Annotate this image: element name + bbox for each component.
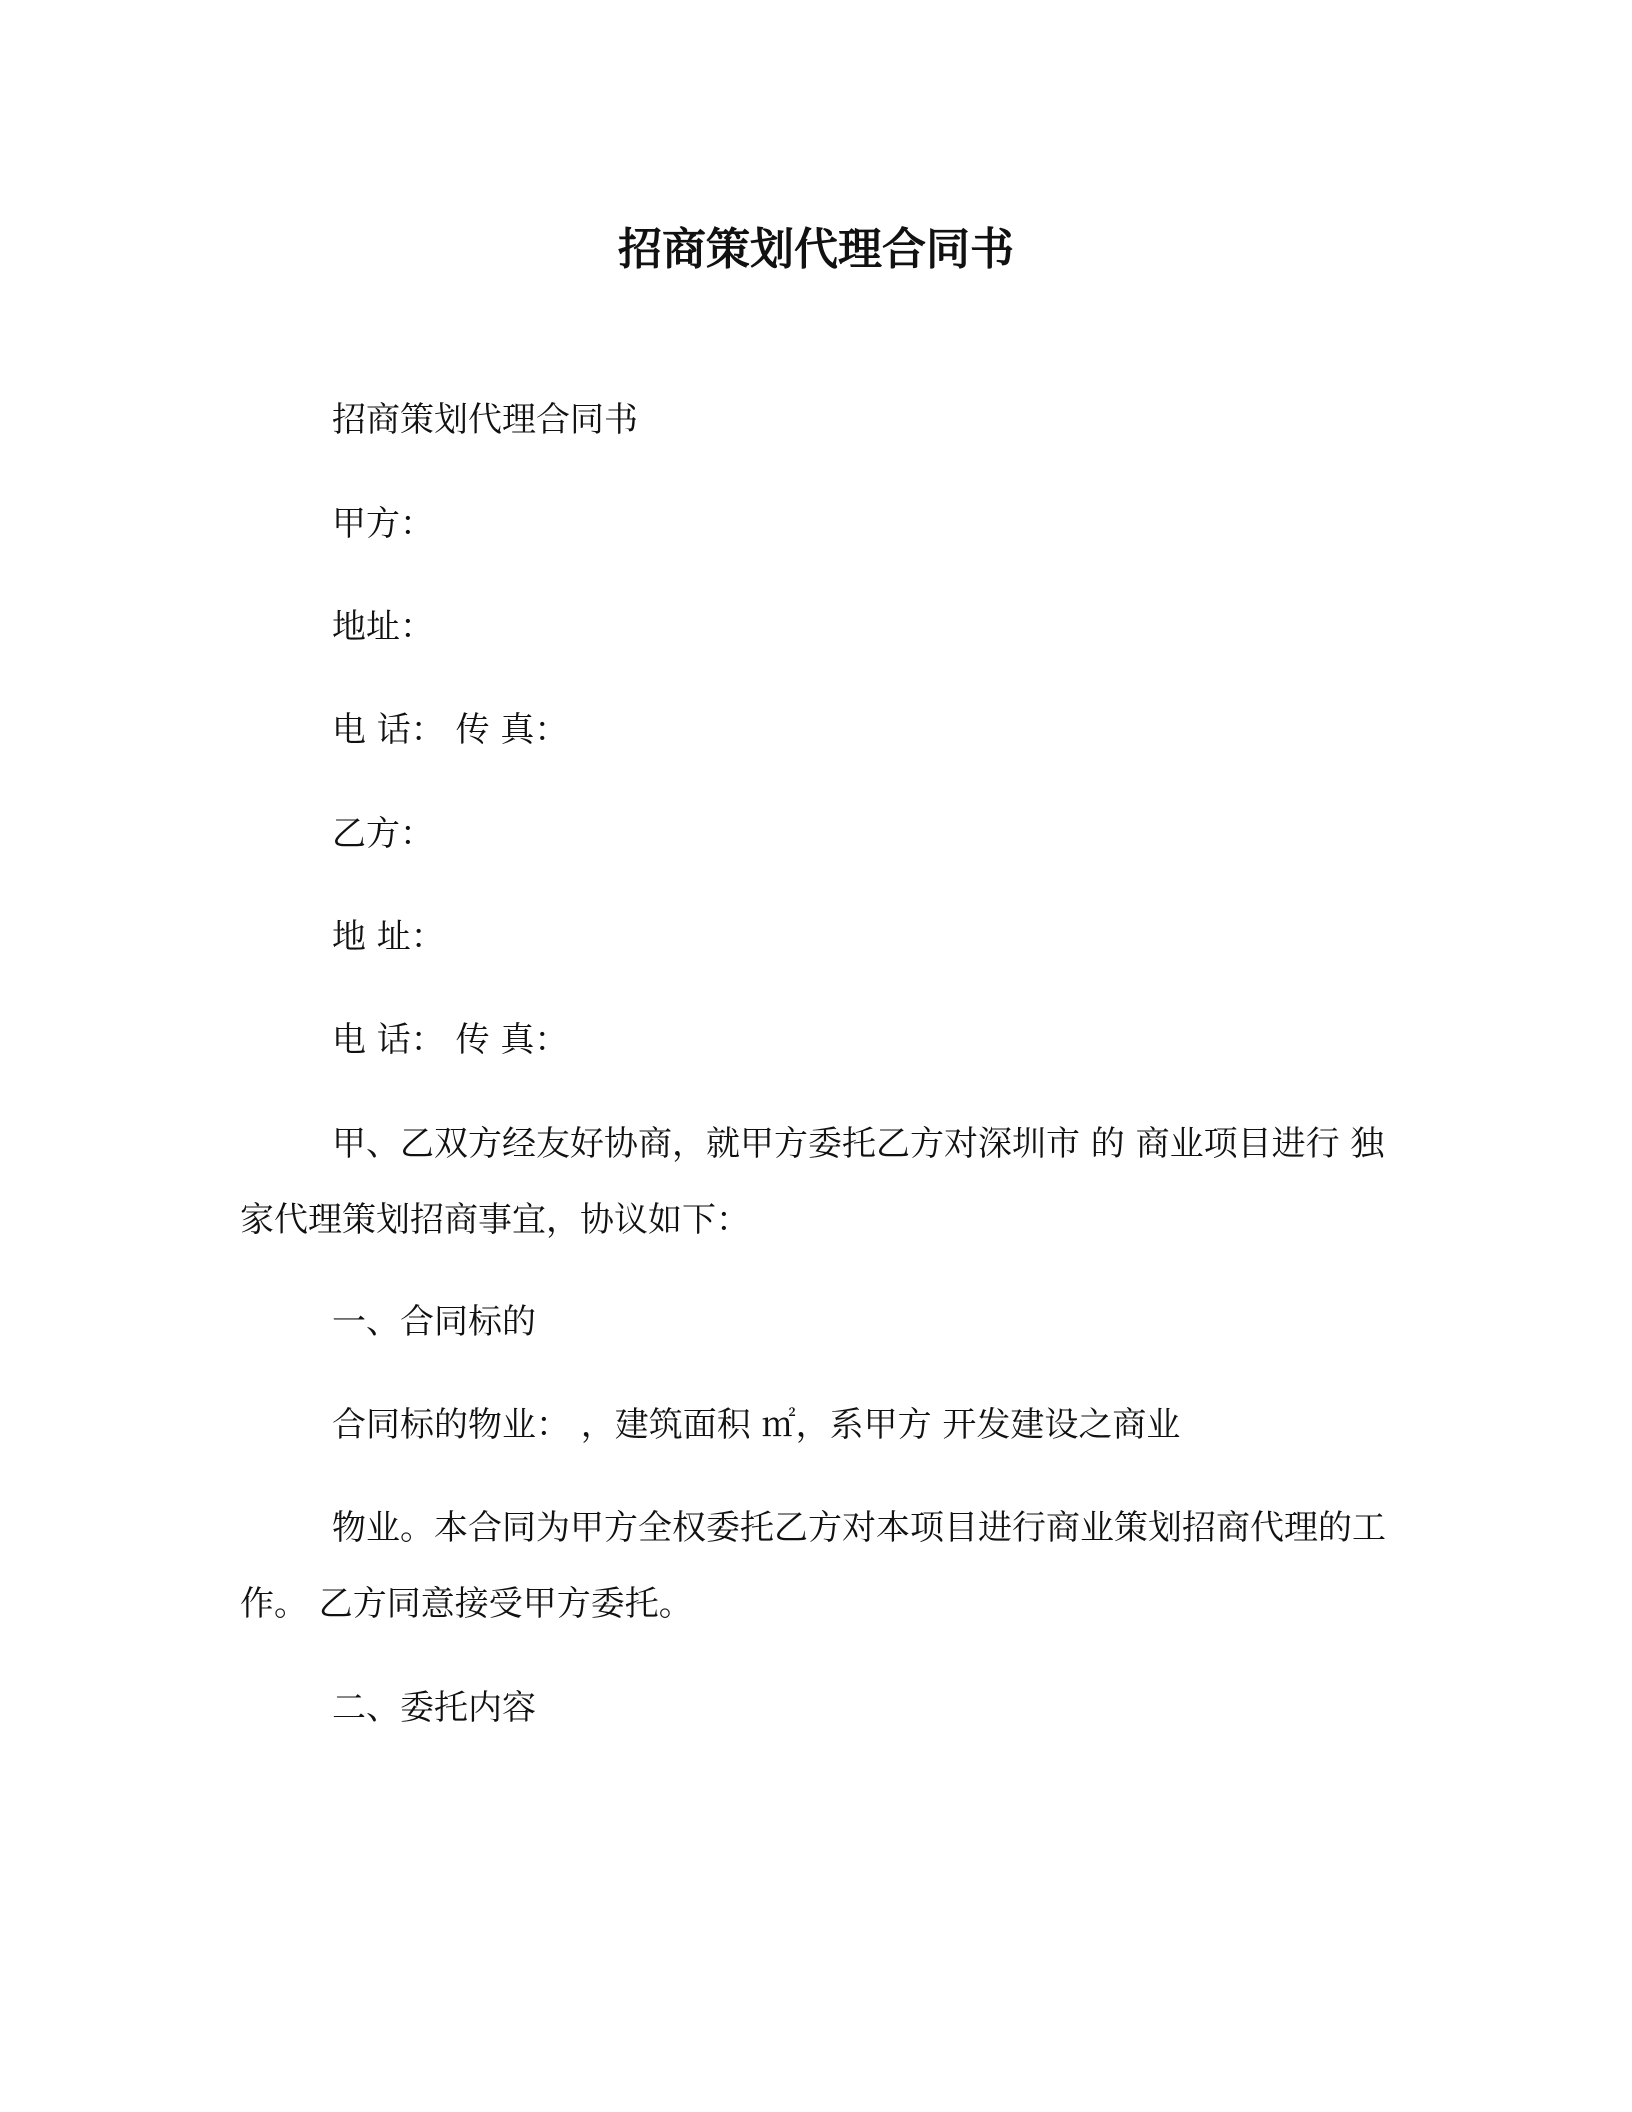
document-title: 招商策划代理合同书 [618,224,1014,275]
party-a-address-label: 地址： [332,607,434,647]
party-a-phone-fax-label: 电 话： 传 真： [332,710,569,750]
party-a-label: 甲方： [332,504,434,544]
party-b-phone-fax-label: 电 话： 传 真： [332,1020,569,1060]
document-subtitle: 招商策划代理合同书 [332,400,638,440]
section-1-property-line: 合同标的物业： ，建筑面积 ㎡，系甲方 开发建设之商业 [332,1405,1181,1445]
intro-paragraph: 甲、乙双方经友好协商，就甲方委托乙方对深圳市 的 商业项目进行 独家代理策划招商事宜，协议如下： [240,1124,1385,1240]
section-2-heading: 二、委托内容 [332,1688,536,1728]
party-b-address-label: 地 址： [332,917,445,957]
section-1-heading: 一、合同标的 [332,1302,536,1342]
section-1-paragraph: 物业。本合同为甲方全权委托乙方对本项目进行商业策划招商代理的工作。 乙方同意接受甲方委托。 [240,1508,1386,1624]
party-b-label: 乙方： [332,814,434,854]
